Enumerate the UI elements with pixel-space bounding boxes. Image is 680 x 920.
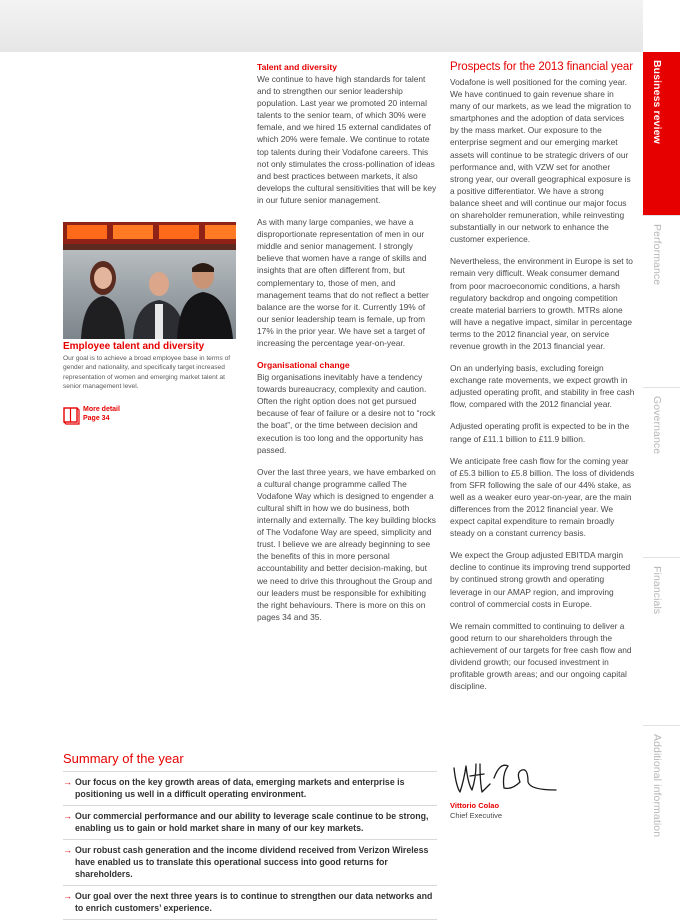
summary-item bbox=[63, 886, 437, 920]
paragraph: We continue to have high standards for talent and to strengthen our senior leadership population. Last year we promoted 20 internal talents to the senior team, of which 30% were female, and we hired 15 external candidates of which 20% were female. We continue to rotate top talents during their Vodafone careers. This not only stimulates the cross-pollination of ideas and best practices between markets, it also develops the cultural sensitivities that will be key in our future senior management. bbox=[257, 74, 437, 205]
middle-column bbox=[257, 61, 437, 633]
paragraph: Vodafone is well positioned for the coming year. We have continued to gain revenue share in many of our markets, as we lead the migration to smartphones and the adoption of data services by the mass market. Our exposure to the enterprise segment and our emerging market assets will continue to be strategic drivers of our performance and, with VZW set for another strong year, our overall geographical exposure is a positive differentiator. We have a strong balance sheet and will continue our major focus on shareholder remuneration, while reinvesting substantially in our network to enhance the customer experience. bbox=[450, 77, 632, 245]
summary-item-text: Our robust cash generation and the income dividend received from Verizon Wireless have enabled us to translate this operational success into good returns for shareholders. bbox=[75, 845, 429, 879]
section-tabs bbox=[643, 52, 680, 894]
paragraph: We expect the Group adjusted EBITDA margin decline to continue its improving trend supported by continued strong growth and operating leverage in our AMAP region, and improving control of commercial costs in Europe. bbox=[450, 550, 631, 609]
tab-business-review[interactable] bbox=[643, 52, 680, 215]
photo-caption bbox=[63, 341, 238, 391]
caption-text: Our goal is to achieve a broad employee base in terms of gender and nationality, and specifically target increased representation of women and emerging market talent at senior management level. bbox=[63, 355, 231, 390]
signature bbox=[450, 758, 560, 798]
tab-label: Performance bbox=[651, 224, 663, 286]
arrow-icon: → bbox=[63, 777, 72, 787]
tab-label: Business review bbox=[651, 60, 663, 144]
paragraph: Over the last three years, we have embarked on a cultural change programme called The Vodafone Way which is designed to engender a cultural shift in how we do business, both internally and externally. The key building blocks of The Vodafone Way are speed, simplicity and trust. I believe we are already beginning to see the benefits of this in more personal accountability and better decision-making, but we need to drive this throughout the Group and our leaders must be responsible for exhibiting the right behaviours. There is more on this on pages 34 and 35. bbox=[257, 466, 436, 622]
tab-additional-information[interactable] bbox=[643, 725, 680, 894]
more-detail-text bbox=[83, 405, 120, 423]
summary-item bbox=[63, 840, 437, 886]
summary-item bbox=[63, 772, 437, 806]
tab-financials[interactable] bbox=[643, 557, 680, 725]
org-change-heading: Organisational change bbox=[257, 360, 350, 371]
header-band bbox=[0, 0, 643, 52]
arrow-icon: → bbox=[63, 891, 72, 901]
summary-item-text: Our goal over the next three years is to continue to strengthen our data networks and to enrich customers’ experience. bbox=[75, 891, 433, 913]
arrow-icon: → bbox=[63, 845, 72, 855]
arrow-icon: → bbox=[63, 811, 72, 821]
paragraph: As with many large companies, we have a disproportionate representation of men in our middle and senior management. I strongly believe that women have a range of skills and insights that are often different from, but complementary to, those of men, and management teams that do not reflect a better balance are the worse for it. Currently 19% of our senior leadership team is female, up from 17% in the prior year. We have set a target of increasing the percentage year-on-year. bbox=[257, 217, 429, 348]
tab-performance[interactable] bbox=[643, 215, 680, 387]
summary-box bbox=[63, 751, 437, 920]
caption-title: Employee talent and diversity bbox=[63, 341, 205, 352]
tab-label: Financials bbox=[651, 566, 663, 615]
more-detail-page: Page 34 bbox=[83, 415, 110, 422]
paragraph: Adjusted operating profit is expected to be in the range of £11.1 billion to £11.9 billion. bbox=[450, 421, 630, 444]
signatory-role: Chief Executive bbox=[450, 811, 503, 820]
tab-governance[interactable] bbox=[643, 387, 680, 557]
paragraph: We anticipate free cash flow for the coming year of £5.3 billion to £5.8 billion. The loss of dividends from SFR following the sale of our 44% stake, as well as a weaker euro year-on-year, are the main differences from the 2012 financial year. We expect capital expenditure to remain broadly steady on a constant currency basis. bbox=[450, 455, 635, 539]
employee-photo bbox=[63, 222, 236, 339]
signatory-name: Vittorio Colao bbox=[450, 801, 500, 810]
summary-item bbox=[63, 806, 437, 840]
summary-title: Summary of the year bbox=[63, 751, 437, 772]
paragraph: Big organisations inevitably have a tendency towards bureaucracy, complexity and caution. Often the right option does not get pursued because of fear of failure or a desire not to “rock the boat”, or the time between decision and execution is too long and the opportunity has passed. bbox=[257, 372, 436, 455]
tab-label: Governance bbox=[651, 396, 663, 455]
paragraph: Nevertheless, the environment in Europe is set to remain very difficult. Weak consumer demand from poor macroeconomic conditions, a harsh regulatory backdrop and ongoing competition create material barriers to growth. MTRs alone will have a negative impact, similar in percentage terms to the 2012 financial year, on service revenue growth in the 2013 financial year. bbox=[450, 256, 633, 351]
right-column bbox=[450, 60, 635, 702]
paragraph: We remain committed to continuing to deliver a good return to our shareholders through the achievement of our targets for free cash flow and dividend growth; our focused investment in profitable growth areas; and our ongoing capital discipline. bbox=[450, 620, 632, 692]
paragraph: On an underlying basis, excluding foreign exchange rate movements, we expect growth in adjusted operating profit, and stability in free cash flow, compared with the 2012 financial year. bbox=[450, 363, 635, 410]
more-detail-link[interactable] bbox=[63, 405, 183, 427]
prospects-heading: Prospects for the 2013 financial year bbox=[450, 61, 633, 73]
talent-heading: Talent and diversity bbox=[257, 62, 338, 72]
summary-item-text: Our focus on the key growth areas of data, emerging markets and enterprise is positioning us well in a difficult operating environment. bbox=[75, 777, 405, 799]
tab-label: Additional information bbox=[651, 734, 663, 838]
summary-item-text: Our commercial performance and our ability to leverage scale continue to be strong, enabling us to gain or hold market share in many of our key markets. bbox=[75, 811, 429, 833]
book-icon bbox=[63, 406, 79, 424]
more-detail-label: More detail bbox=[83, 406, 120, 413]
